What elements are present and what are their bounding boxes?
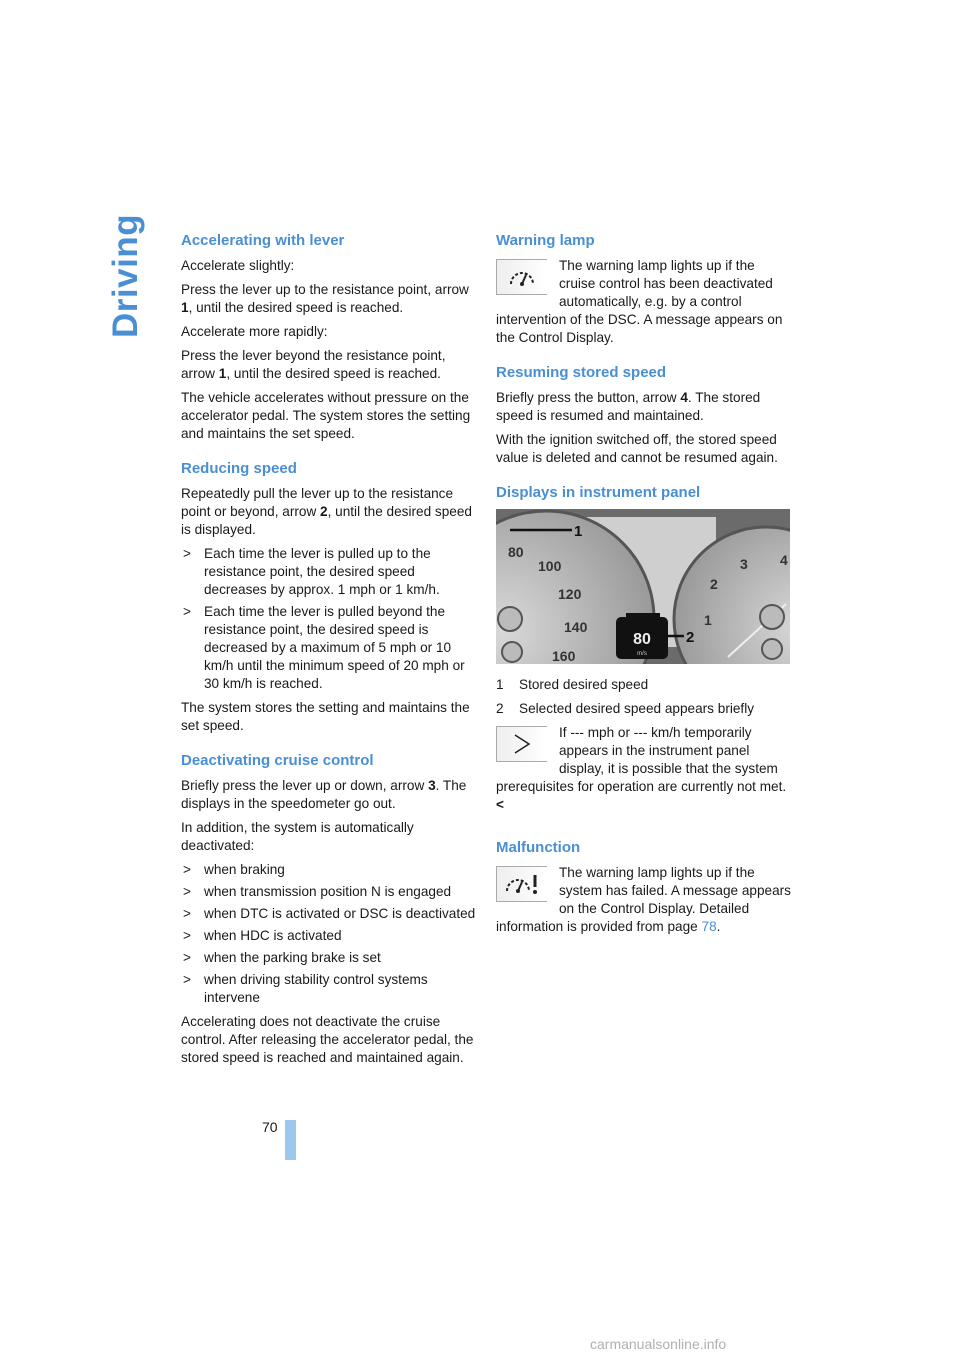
list-item: > when the parking brake is set xyxy=(183,950,381,965)
list-item: > when HDC is activated xyxy=(183,928,342,943)
paragraph: The warning lamp lights up if the system has failed. A message appears on the Control Display. Detailed information is provided from page 78. xyxy=(496,865,791,934)
paragraph: With the ignition switched off, the stored speed value is deleted and cannot be resumed again. xyxy=(496,432,778,465)
paragraph: The warning lamp lights up if the cruise control has been deactivated automatically, e.g. by a control intervention of the DSC. A message appears on the Control Display. xyxy=(496,258,783,345)
chapter-title-text: Driving xyxy=(106,213,145,338)
heading-displays: Displays in instrument panel xyxy=(496,484,701,501)
chapter-title xyxy=(106,213,156,350)
paragraph: Briefly press the button, arrow 4. The stored speed is resumed and maintained. xyxy=(496,390,761,423)
heading-warning-lamp: Warning lamp xyxy=(496,232,595,249)
note-block xyxy=(496,724,792,820)
section-deactivating xyxy=(181,751,476,1067)
section-warning-lamp xyxy=(496,231,792,347)
paragraph: Accelerating does not deactivate the cruise control. After releasing the accelerator pedal, the stored speed is reached and maintained again. xyxy=(181,1014,474,1065)
display-speed-unit: m/s xyxy=(637,651,647,657)
heading-reducing-speed: Reducing speed xyxy=(181,460,297,477)
paragraph: Briefly press the lever up or down, arrow 3. The displays in the speedometer go out. xyxy=(181,778,467,811)
list-item: > Each time the lever is pulled up to the resistance point, the desired speed decreases by approx. 1 mph or 1 km/h. xyxy=(183,546,440,597)
note-arrow-icon xyxy=(496,726,547,762)
list-item: > when transmission position N is engaged xyxy=(183,884,452,899)
bullet-list xyxy=(181,861,476,1007)
heading-accelerating: Accelerating with lever xyxy=(181,232,345,249)
list-item: > when braking xyxy=(183,862,285,877)
cruise-control-icon xyxy=(496,259,547,295)
callout-2: 2 xyxy=(686,629,695,646)
heading-deactivating: Deactivating cruise control xyxy=(181,752,374,769)
gauge-tick: 3 xyxy=(740,556,748,572)
paragraph: Accelerate slightly: xyxy=(181,258,295,273)
left-column xyxy=(181,231,476,1083)
paragraph: Press the lever beyond the resistance point, arrow 1, until the desired speed is reached. xyxy=(181,348,446,381)
numbered-list xyxy=(496,676,792,718)
section-accelerating xyxy=(181,231,476,443)
list-item: > when driving stability control systems intervene xyxy=(183,972,428,1005)
heading-malfunction: Malfunction xyxy=(496,839,581,856)
gauge-tick: 160 xyxy=(552,648,576,664)
paragraph: Press the lever up to the resistance point, arrow 1, until the desired speed is reached. xyxy=(181,282,469,315)
display-speed-value: 80 xyxy=(633,631,651,648)
section-reducing-speed xyxy=(181,459,476,735)
paragraph: Repeatedly pull the lever up to the resistance point or beyond, arrow 2, until the desired speed is displayed. xyxy=(181,486,472,537)
list-item: 1 Stored desired speed xyxy=(496,677,649,692)
list-item: > Each time the lever is pulled beyond the resistance point, the desired speed is decreased by a maximum of 5 mph or 10 km/h until the minimum speed of 20 mph or 30 km/h is reached. xyxy=(183,604,465,691)
paragraph: Accelerate more rapidly: xyxy=(181,324,328,339)
right-column xyxy=(496,231,792,952)
list-item: 2 Selected desired speed appears briefly xyxy=(496,701,755,716)
gauge-tick: 4 xyxy=(780,552,788,568)
bullet-list xyxy=(181,545,476,693)
page-link[interactable]: 78 xyxy=(701,919,717,934)
instrument-panel-image xyxy=(496,509,790,664)
gauge-tick: 80 xyxy=(508,544,524,560)
paragraph: The vehicle accelerates without pressure on the accelerator pedal. The system stores the setting and maintains the set speed. xyxy=(181,390,471,441)
gauge-tick: 1 xyxy=(704,612,712,628)
paragraph: The system stores the setting and maintains the set speed. xyxy=(181,700,470,733)
cruise-control-malfunction-icon xyxy=(496,866,547,902)
section-resuming xyxy=(496,363,792,467)
list-item: > when DTC is activated or DSC is deactivated xyxy=(183,906,476,921)
gauge-tick: 2 xyxy=(710,576,718,592)
section-malfunction xyxy=(496,838,792,936)
watermark: carmanualsonline.info xyxy=(590,1336,727,1352)
heading-resuming: Resuming stored speed xyxy=(496,364,667,381)
section-displays xyxy=(496,483,792,820)
gauge-tick: 140 xyxy=(564,619,588,635)
callout-1: 1 xyxy=(574,523,583,540)
page-number-bar xyxy=(285,1120,296,1160)
paragraph: In addition, the system is automatically deactivated: xyxy=(181,820,414,853)
paragraph: If --- mph or --- km/h temporarily appears in the instrument panel display, it is possible that the system prerequisites for operation are currently not met.< xyxy=(496,725,787,812)
gauge-tick: 100 xyxy=(538,558,562,574)
gauge-tick: 120 xyxy=(558,586,582,602)
page-number: 70 xyxy=(262,1119,278,1135)
